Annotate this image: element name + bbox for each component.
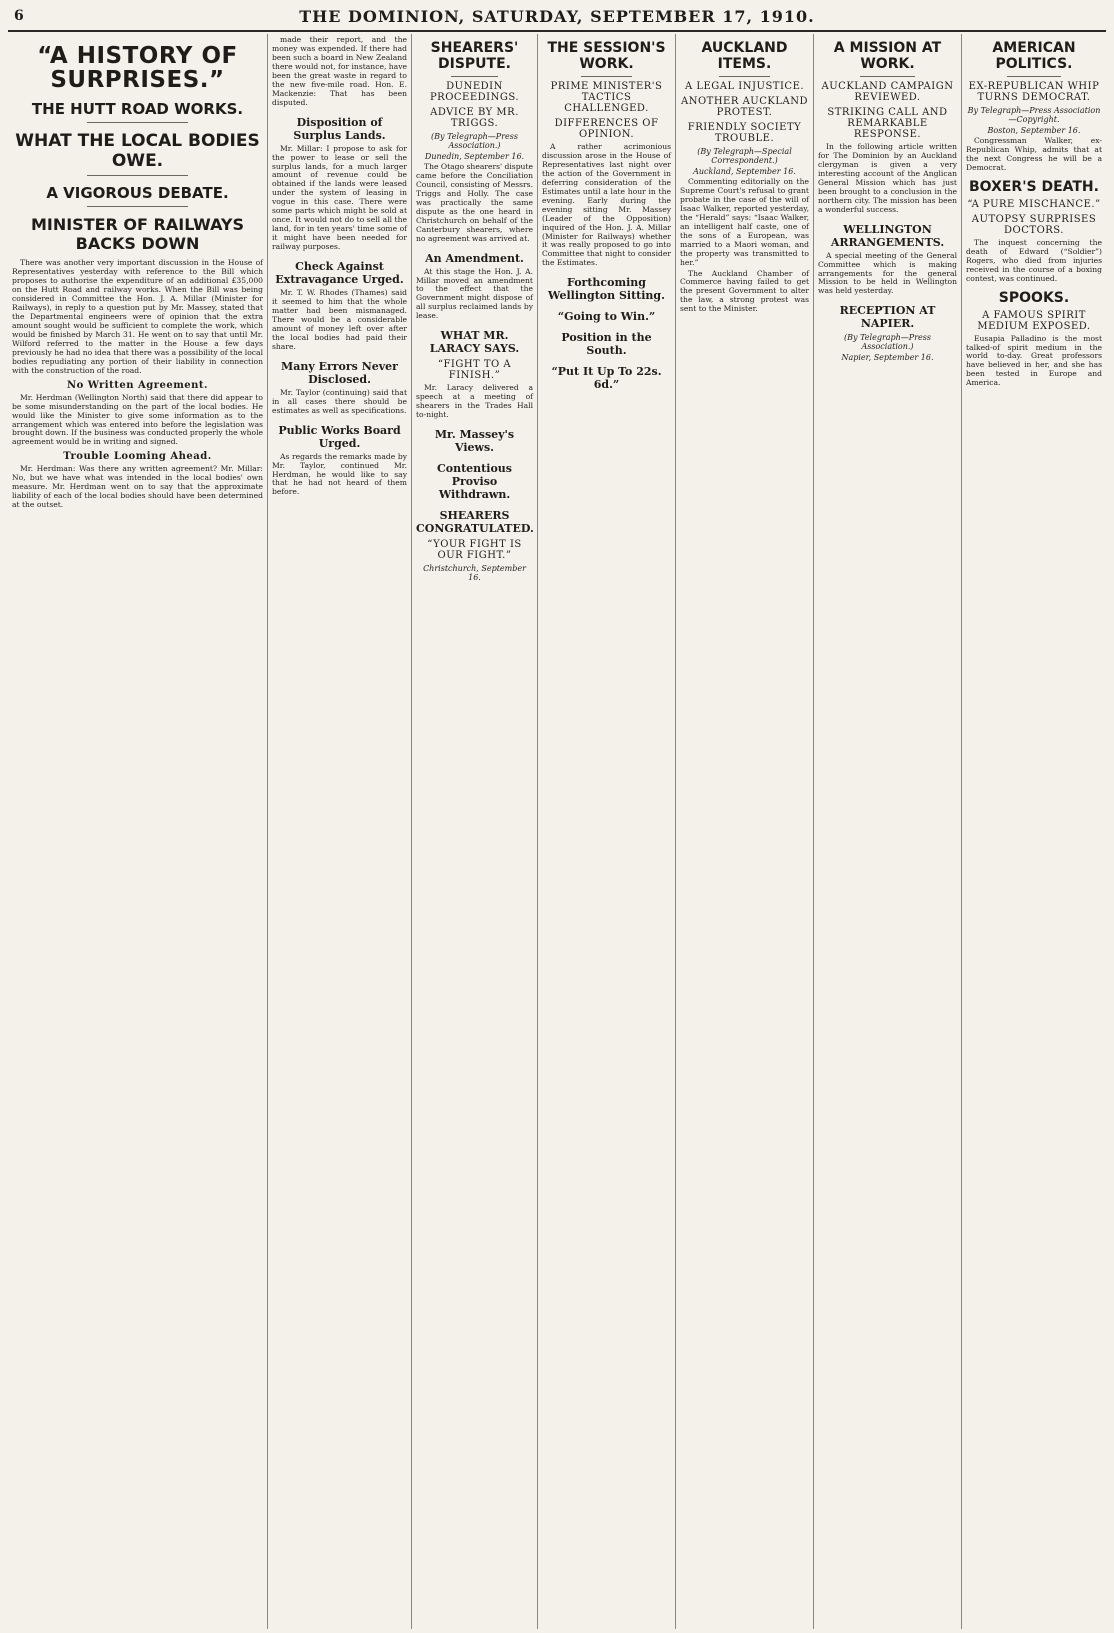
section-subhead: Check Against Extravagance Urged. xyxy=(275,260,404,287)
column-lead-story xyxy=(8,34,268,1629)
section-headline: SHEARERS CONGRATULATED. xyxy=(416,509,534,536)
lead-subhead-4: MINISTER OF RAILWAYS BACKS DOWN xyxy=(30,215,245,254)
divider xyxy=(1007,76,1061,77)
dateline: Auckland, September 16. xyxy=(693,167,796,176)
article-paragraph: In the following article written for The Dominion by an Auckland clergyman is given a very interesting account of the Anglican General Mission which has just been brought to a conclusion in the northern city. The mission has been a wonderful success. xyxy=(818,142,957,214)
section-subhead: “A PURE MISCHANCE.” xyxy=(967,198,1101,210)
lead-headline: “A HISTORY OF SURPRISES.” xyxy=(37,43,238,94)
article-headline: A MISSION AT WORK. xyxy=(833,40,942,72)
section-subhead: “FIGHT TO A FINISH.” xyxy=(437,359,512,382)
section-subhead: “YOUR FIGHT IS OUR FIGHT.” xyxy=(427,539,522,562)
masthead xyxy=(8,4,1106,32)
article-paragraph: Mr. T. W. Rhodes (Thames) said it seemed to him that the whole matter had been mismanaged. There would be a considerable amount of money left over after the local bodies had paid their share. xyxy=(272,288,407,351)
lead-subhead-3: A VIGOROUS DEBATE. xyxy=(46,184,229,203)
article-paragraph: At this stage the Hon. J. A. Millar moved an amendment to the effect that the Government might dispose of all surplus reclaimed lands by lease. xyxy=(416,266,533,321)
section-subhead: An Amendment. xyxy=(425,251,524,265)
divider xyxy=(860,76,916,77)
page-columns xyxy=(8,34,1106,1629)
newspaper-title: THE DOMINION, SATURDAY, SEPTEMBER 17, 1910. xyxy=(299,7,815,26)
credit-line: (By Telegraph—Special Correspondent.) xyxy=(697,147,792,165)
column-mission-at-work xyxy=(814,34,962,1629)
dateline: Boston, September 16. xyxy=(987,126,1081,135)
article-subhead: DUNEDIN PROCEEDINGS. xyxy=(429,81,520,103)
article-paragraph: Mr. Herdman: Was there any written agreement? Mr. Millar: No, but we have what was intended in the local bodies' own measure. Mr. Herdman went on to say that the approximate liability of each of the local bodies should have been determined at the outset. xyxy=(12,464,263,510)
article-subhead: ADVICE BY MR. TRIGGS. xyxy=(430,107,519,129)
page-number: 6 xyxy=(14,8,24,24)
column-auckland-items xyxy=(676,34,814,1629)
divider xyxy=(87,175,187,176)
article-subhead: FRIENDLY SOCIETY TROUBLE. xyxy=(687,122,802,144)
section-headline: RECEPTION AT NAPIER. xyxy=(839,304,936,331)
section-subhead: Public Works Board Urged. xyxy=(278,423,401,450)
article-paragraph: Mr. Taylor (continuing) said that in all cases there should be estimates as well as specifications. xyxy=(272,387,407,415)
article-headline: SHEARERS' DISPUTE. xyxy=(430,40,519,72)
section-headline: WELLINGTON ARRANGEMENTS. xyxy=(830,222,945,249)
article-paragraph: Eusapia Palladino is the most talked-of spirit medium in the world to-day. Great professors have believed in her, and she has been tested in Europe and America. xyxy=(966,333,1102,388)
article-paragraph: As regards the remarks made by Mr. Taylor, continued Mr. Herdman, he would like to say that he had not heard of them before. xyxy=(272,451,407,497)
article-paragraph: made their report, and the money was expended. If there had been such a board in New Zealand there would not, for instance, have been the great waste in regard to the new five-mile road. Hon. E. Mackenzie: That has been disputed. xyxy=(272,35,407,107)
section-subhead: Forthcoming Wellington Sitting. xyxy=(548,276,665,303)
dateline: Dunedin, September 16. xyxy=(424,152,525,161)
article-paragraph: Mr. Laracy delivered a speech at a meeting of shearers in the Trades Hall to-night. xyxy=(416,383,533,420)
article-paragraph: A rather acrimonious discussion arose in the House of Representatives last night over the action of the Government in deferring consideration of the Estimates until a late hour in the evening. Early during the evening sitting Mr. Massey (Leader of the Opposition) inquired of the Hon. J. A. Millar (Minister for Railways) whether it was really proposed to go into Committee that night to consider the Estimates. xyxy=(542,142,671,268)
section-subhead: “Going to Win.” xyxy=(557,310,656,324)
section-subhead: Disposition of Surplus Lands. xyxy=(293,115,386,142)
article-subhead: EX-REPUBLICAN WHIP TURNS DEMOCRAT. xyxy=(968,81,1100,103)
article-paragraph: A special meeting of the General Committee which is making arrangements for the general Mission to be held in Wellington was held yesterday. xyxy=(818,250,957,296)
column-session-work xyxy=(538,34,676,1629)
article-subhead: A LEGAL INJUSTICE. xyxy=(684,81,805,92)
section-subhead: Many Errors Never Disclosed. xyxy=(281,359,398,386)
section-subhead: Position in the South. xyxy=(561,331,652,358)
dateline: Christchurch, September 16. xyxy=(423,564,526,583)
credit-line: By Telegraph—Press Association—Copyright. xyxy=(967,106,1101,124)
divider xyxy=(451,76,498,77)
article-paragraph: The Otago shearers' dispute came before the Conciliation Council, consisting of Messrs. Triggs and Holly. The case was practically the same dispute as the one heard in Christchurch on behalf of the Canterbury shearers, where no agreement was arrived at. xyxy=(416,162,533,243)
article-headline: AMERICAN POLITICS. xyxy=(992,40,1076,72)
section-headline: BOXER'S DEATH. xyxy=(969,178,1099,195)
article-headline: AUCKLAND ITEMS. xyxy=(701,40,788,72)
article-subhead: AUCKLAND CAMPAIGN REVIEWED. xyxy=(821,81,954,103)
section-subhead: No Written Agreement. xyxy=(66,379,209,391)
section-headline: WHAT MR. LARACY SAYS. xyxy=(429,329,520,356)
divider xyxy=(87,122,187,123)
article-paragraph: Commenting editorially on the Supreme Court's refusal to grant probate in the case of the will of Isaac Walker, reported yesterday, the “Herald” says: “Isaac Walker, an intelligent half caste, one of the sons of a European, was married to a Maori woman, and the property was transmitted to her.” xyxy=(680,177,809,267)
credit-line: (By Telegraph—Press Association.) xyxy=(844,333,931,352)
section-subhead: Trouble Looming Ahead. xyxy=(63,451,212,463)
section-subhead: Contentious Proviso Withdrawn. xyxy=(437,462,512,502)
lead-body-columns xyxy=(12,257,263,512)
lead-subhead-1: THE HUTT ROAD WORKS. xyxy=(31,100,244,119)
divider xyxy=(719,76,771,77)
section-subhead: Mr. Massey's Views. xyxy=(434,428,515,455)
section-subhead: A FAMOUS SPIRIT MEDIUM EXPOSED. xyxy=(977,309,1091,332)
article-subhead: DIFFERENCES OF OPINION. xyxy=(554,118,659,140)
article-paragraph: Mr. Millar: I propose to ask for the power to lease or sell the surplus lands, for a much larger amount of revenue could be obtained if the lands were leased under the system of leasing in vogue in this case. There were some parts which might be sold at once. It would not do to sell all the land, for in ten years' time some of it might have been needed for railway purposes. xyxy=(272,143,407,252)
section-headline: SPOOKS. xyxy=(998,289,1070,306)
article-subhead: STRIKING CALL AND REMARKABLE RESPONSE. xyxy=(827,107,948,140)
section-subhead: “Put It Up To 22s. 6d.” xyxy=(551,365,662,392)
column-american-politics xyxy=(962,34,1106,1629)
article-paragraph: There was another very important discussion in the House of Representatives yesterday with reference to the Bill which proposes to authorise the expenditure of an additional £35,000 on the Hutt Road and railway works. When the Bill was being considered in Committee the Hon. J. A. Millar (Minister for Railways), in reply to a question put by Mr. Massey, stated that the Departmental engineers were of opinion that the extra amount sought would be sufficient to complete the work, which would be finished by March 31. He went on to say that until Mr. Wilford referred to the matter in the House a few days previously he had no idea that there was a possibility of the local bodies repudiating any portion of their liability in connection with the construction of the road. xyxy=(12,258,263,375)
lead-subhead-2: WHAT THE LOCAL BODIES OWE. xyxy=(15,131,260,172)
divider xyxy=(581,76,633,77)
section-subhead: AUTOPSY SURPRISES DOCTORS. xyxy=(971,213,1097,236)
article-headline: THE SESSION'S WORK. xyxy=(547,40,666,72)
article-paragraph: Mr. Herdman (Wellington North) said that there did appear to be some misunderstanding on the part of the local bodies. He would like the Minister to give some information as to the arrangement which was entered into before the legislation was brought down. If the business was conducted properly the whole agreement would be in writing and signed. xyxy=(12,392,263,447)
article-paragraph: The inquest concerning the death of Edward (“Soldier”) Rogers, who died from injuries received in the course of a boxing contest, was continued. xyxy=(966,237,1102,283)
column-hutt-road-continued xyxy=(268,34,412,1629)
article-subhead: PRIME MINISTER'S TACTICS CHALLENGED. xyxy=(550,81,663,114)
article-paragraph: Congressman Walker, ex-Republican Whip, admits that at the next Congress he will be a Democrat. xyxy=(966,136,1102,172)
divider xyxy=(87,206,187,207)
credit-line: (By Telegraph—Press Association.) xyxy=(431,132,518,150)
article-subhead: ANOTHER AUCKLAND PROTEST. xyxy=(681,96,808,118)
lead-body-left xyxy=(12,257,263,512)
article-paragraph: The Auckland Chamber of Commerce having failed to get the present Government to alter the law, a strong protest was sent to the Minister. xyxy=(680,268,809,314)
dateline: Napier, September 16. xyxy=(841,353,934,363)
column-shearers-dispute xyxy=(412,34,538,1629)
